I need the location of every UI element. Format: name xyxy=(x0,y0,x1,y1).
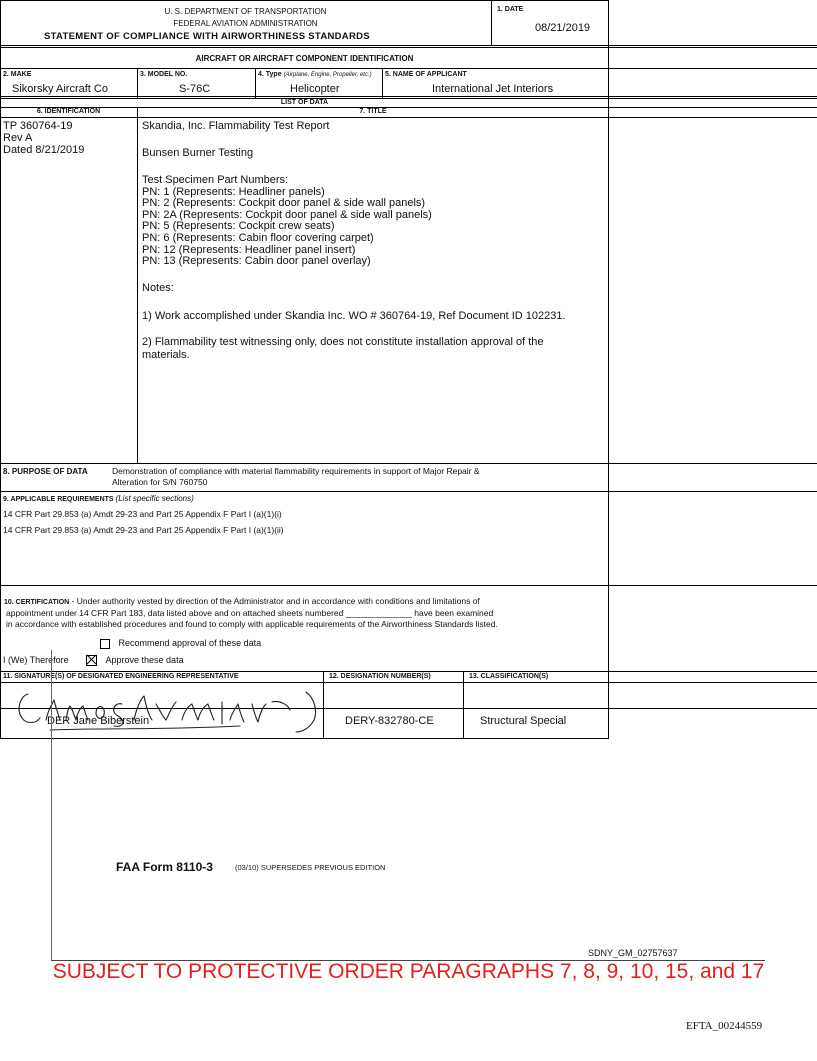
rule xyxy=(137,107,138,463)
part-item: PN: 2 (Represents: Cockpit door panel & side wall panels) xyxy=(142,197,426,210)
therefore-label: I (We) Therefore xyxy=(3,655,69,665)
rule xyxy=(0,671,817,672)
recommend-label: Recommend approval of these data xyxy=(118,638,262,648)
rule xyxy=(491,0,492,45)
certification-line: - Under authority vested by direction of the Administrator and in accordance with conditions and limitations of xyxy=(69,596,480,606)
date-label: 1. DATE xyxy=(497,6,524,13)
requirements-hint: (List specific sections) xyxy=(115,494,194,503)
id-line: TP 360764-19 xyxy=(3,120,73,132)
part-item: PN: 12 (Represents: Headliner panel insert) xyxy=(142,243,356,256)
requirements-label xyxy=(3,494,194,503)
recommend-option xyxy=(100,638,261,649)
part-item: PN: 2A (Represents: Cockpit door panel & side wall panels) xyxy=(142,208,432,221)
testing-type: Bunsen Burner Testing xyxy=(142,147,254,159)
certification-line: appointment under 14 CFR Part 183, data listed above and on attached sheets numbered ______________ have been examined xyxy=(6,608,494,618)
date-value: 08/21/2019 xyxy=(535,22,591,34)
id-line: Rev A xyxy=(3,132,33,144)
notes-heading: Notes: xyxy=(142,282,174,294)
designation-label: 12. DESIGNATION NUMBER(S) xyxy=(329,673,431,680)
ident-section-title: AIRCRAFT OR AIRCRAFT COMPONENT IDENTIFICATION xyxy=(195,54,414,63)
classification-label: 13. CLASSIFICATION(S) xyxy=(469,673,549,680)
purpose-label: 8. PURPOSE OF DATA xyxy=(3,467,88,476)
part-item: PN: 5 (Represents: Cockpit crew seats) xyxy=(142,220,335,233)
protective-order-notice: SUBJECT TO PROTECTIVE ORDER PARAGRAPHS 7, 8, 9, 10, 15, and 17 xyxy=(52,960,765,983)
purpose-line: Alteration for S/N 760750 xyxy=(112,477,208,487)
make-label: 2. MAKE xyxy=(3,71,32,78)
purpose-text xyxy=(112,466,480,488)
rule xyxy=(0,585,817,586)
note-2: 2) Flammability test witnessing only, does not constitute installation approval of the materials. xyxy=(142,336,544,361)
certification-text xyxy=(4,596,604,630)
parts-heading: Test Specimen Part Numbers: xyxy=(142,174,289,186)
form-title: STATEMENT OF COMPLIANCE WITH AIRWORTHINESS STANDARDS xyxy=(44,31,370,42)
model-label: 3. MODEL NO. xyxy=(140,71,188,78)
applicant-label: 5. NAME OF APPLICANT xyxy=(385,71,467,78)
id-line: Dated 8/21/2019 xyxy=(3,144,85,156)
requirement-item: 14 CFR Part 29.853 (a) Amdt 29-23 and Part 25 Appendix F Part I (a)(1)(i) xyxy=(3,509,282,519)
page-edge-line xyxy=(51,650,52,960)
part-item: PN: 6 (Represents: Cabin floor covering carpet) xyxy=(142,231,374,244)
signature-label: 11. SIGNATURE(S) OF DESIGNATED ENGINEERING REPRESENTATIVE xyxy=(3,673,239,680)
approve-option xyxy=(86,655,184,666)
purpose-line: Demonstration of compliance with material flammability requirements in support of Major Repair & xyxy=(112,466,480,476)
certification-label: 10. CERTIFICATION xyxy=(4,599,70,606)
rule xyxy=(0,117,817,118)
list-section-title: LIST OF DATA xyxy=(280,99,329,106)
rule xyxy=(0,45,817,46)
rule xyxy=(0,96,817,97)
designation-number: DERY-832780-CE xyxy=(345,715,434,727)
bates-number: SDNY_GM_02757637 xyxy=(588,948,678,958)
rule xyxy=(0,68,817,69)
type-label xyxy=(258,71,372,78)
rule xyxy=(137,68,138,98)
rule xyxy=(0,463,817,464)
type-label-text: 4. Type xyxy=(258,71,282,78)
part-item: PN: 13 (Represents: Cabin door panel overlay) xyxy=(142,255,371,268)
agency-name: FEDERAL AVIATION ADMINISTRATION xyxy=(173,19,318,28)
identification-label: 6. IDENTIFICATION xyxy=(36,108,101,115)
rule xyxy=(382,68,383,98)
classification-value: Structural Special xyxy=(480,715,567,727)
rule xyxy=(0,47,817,48)
rule xyxy=(0,491,817,492)
part-item: PN: 1 (Represents: Headliner panels) xyxy=(142,185,325,198)
make-value: Sikorsky Aircraft Co xyxy=(12,83,108,95)
edition-note: (03/10) SUPERSEDES PREVIOUS EDITION xyxy=(235,863,386,872)
type-hint: (Airplane, Engine, Propeller, etc.) xyxy=(283,72,372,78)
report-title: Skandia, Inc. Flammability Test Report xyxy=(142,120,330,132)
approve-label: Approve these data xyxy=(105,655,184,665)
approve-checkbox-checked[interactable] xyxy=(86,655,97,666)
model-value: S-76C xyxy=(179,83,211,95)
dept-name: U. S. DEPARTMENT OF TRANSPORTATION xyxy=(164,7,327,16)
rule xyxy=(255,68,256,98)
certification-line: in accordance with established procedures and found to comply with applicable requirements of the Airworthiness Standards listed. xyxy=(6,619,498,629)
rule xyxy=(463,671,464,739)
der-name: DER Jane Biberstein xyxy=(47,715,150,727)
applicant-value: International Jet Interiors xyxy=(432,83,554,95)
requirement-item: 14 CFR Part 29.853 (a) Amdt 29-23 and Part 25 Appendix F Part I (a)(1)(ii) xyxy=(3,525,284,535)
form-number: FAA Form 8110-3 xyxy=(116,860,213,874)
parts-list xyxy=(142,175,432,268)
note-1: 1) Work accomplished under Skandia Inc. WO # 360764-19, Ref Document ID 102231. xyxy=(142,310,566,322)
recommend-checkbox[interactable] xyxy=(100,639,110,649)
type-value: Helicopter xyxy=(290,83,340,95)
handwritten-signature xyxy=(10,680,340,736)
requirements-label-text: 9. APPLICABLE REQUIREMENTS xyxy=(3,496,114,503)
title-label: 7. TITLE xyxy=(359,108,387,115)
efta-number: EFTA_00244559 xyxy=(686,1020,763,1032)
identification-block xyxy=(3,120,84,156)
